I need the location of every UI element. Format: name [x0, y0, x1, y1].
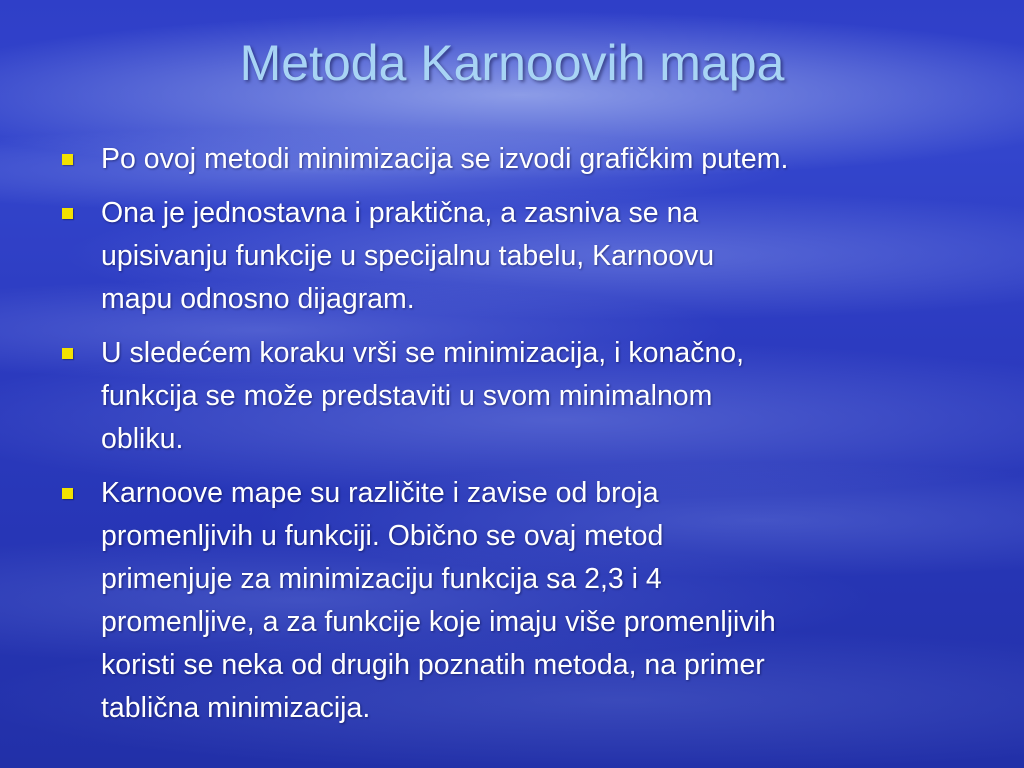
bullet-line: Po ovoj metodi minimizacija se izvodi grafičkim putem. [101, 143, 789, 175]
bullet-line: primenjuje za minimizaciju funkcija sa 2,3 i 4 [101, 563, 662, 595]
bullet-line: koristi se neka od drugih poznatih metoda, na primer [101, 649, 765, 681]
bullet-line: tablična minimizacija. [101, 692, 371, 724]
bullet-line: promenljive, a za funkcije koje imaju više promenljivih [101, 606, 776, 638]
bullet-line: obliku. [101, 423, 184, 455]
bullet-line: funkcija se može predstaviti u svom minimalnom [101, 380, 713, 412]
square-bullet-icon [62, 348, 73, 359]
bullet-line: Karnoove mape su različite i zavise od broja [101, 477, 659, 509]
bullet-line: U sledećem koraku vrši se minimizacija, i konačno, [101, 337, 745, 369]
slide-title: Metoda Karnoovih mapa [239, 35, 785, 91]
square-bullet-icon [62, 488, 73, 499]
bullet-line: upisivanju funkcije u specijalnu tabelu, Karnoovu [101, 240, 715, 272]
bullet-item [58, 472, 978, 730]
bullet-list [58, 138, 978, 741]
square-bullet-icon [62, 208, 73, 219]
bullet-line: Ona je jednostavna i praktična, a zasniva se na [101, 197, 699, 229]
bullet-line: promenljivih u funkciji. Obično se ovaj metod [101, 520, 664, 552]
bullet-item [58, 138, 978, 181]
bullet-item [58, 192, 978, 321]
square-bullet-icon [62, 154, 73, 165]
bullet-line: mapu odnosno dijagram. [101, 283, 415, 315]
bullet-item [58, 332, 978, 461]
